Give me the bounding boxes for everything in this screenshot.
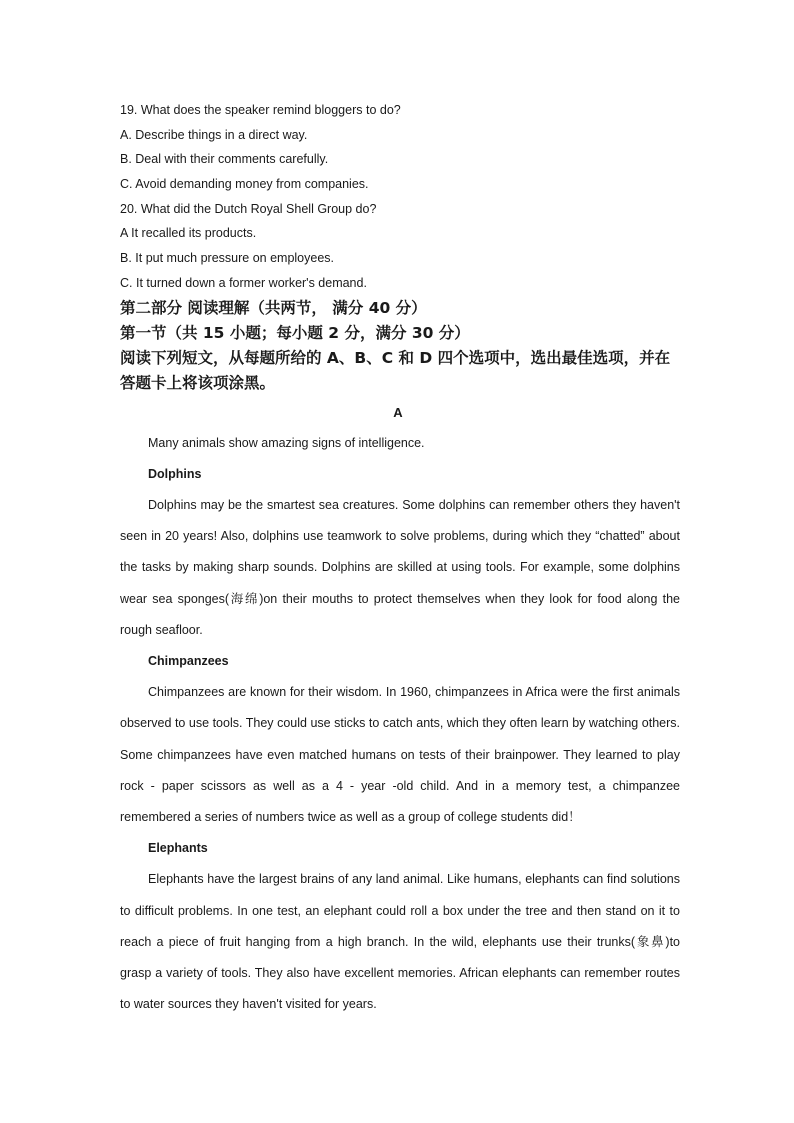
passage-intro: Many animals show amazing signs of intelligence. [148,435,425,450]
option-c: C. It turned down a former worker's demand. [120,275,367,290]
question-stem: 19. What does the speaker remind bloggers to do? [120,103,401,117]
option-a: A. Describe things in a direct way. [120,127,308,142]
question-20 [120,197,680,296]
option-b: B. It put much pressure on employees. [120,251,334,266]
paragraph-elephants: Elephants have the largest brains of any land animal. Like humans, elephants can find solutions to difficult problems. In one test, an elephant could roll a box under the tree and then stand on it to reach a piece of fruit hanging from a high branch. In the wild, elephants use their trunks(象鼻)to grasp a variety of tools. They also have excellent memories. African elephants can remember routes to water sources they haven't visited for years. [120,872,680,1012]
option-c: C. Avoid demanding money from companies. [120,177,369,192]
section-heading: 第一节（共 15 小题；每小题 2 分，满分 30 分） [120,323,470,342]
paragraph-chimpanzees: Chimpanzees are known for their wisdom. In 1960, chimpanzees in Africa were the first animals observed to use tools. They could use sticks to catch ants, which they often learn by watching others. Some chimpanzees have even matched humans on tests of their brainpower. They learned to play rock - paper scissors as well as a 4 - year -old child. And in a memory test, a chimpanzee remembered a series of numbers twice as well as a group of college students did！ [120,685,680,824]
question-stem: 20. What did the Dutch Royal Shell Group do? [120,201,377,216]
instruction-line-1: 阅读下列短文，从每题所给的 A、B、C 和 D 四个选项中，选出最佳选项，并在 [120,348,671,367]
subhead-dolphins: Dolphins [148,466,202,481]
option-b: B. Deal with their comments carefully. [120,152,329,167]
option-a: A It recalled its products. [120,226,257,241]
paragraph-dolphins: Dolphins may be the smartest sea creatures. Some dolphins can remember others they haven't seen in 20 years! Also, dolphins use teamwork to solve problems, during which they “chatted” about the tasks by making sharp sounds. Dolphins are skilled at using tools. For example, some dolphins wear sea sponges(海绵)on their mouths to protect themselves when they look for food along the rough seafloor. [120,497,680,637]
instruction-line-2: 答题卡上将该项涂黑。 [120,373,276,392]
part-heading: 第二部分 阅读理解（共两节， 满分 40 分） [120,298,427,317]
subhead-chimpanzees: Chimpanzees [148,653,229,668]
passage-letter: A [393,404,403,420]
subhead-elephants: Elephants [148,841,208,856]
question-19 [120,98,680,197]
exam-page [120,98,680,1020]
